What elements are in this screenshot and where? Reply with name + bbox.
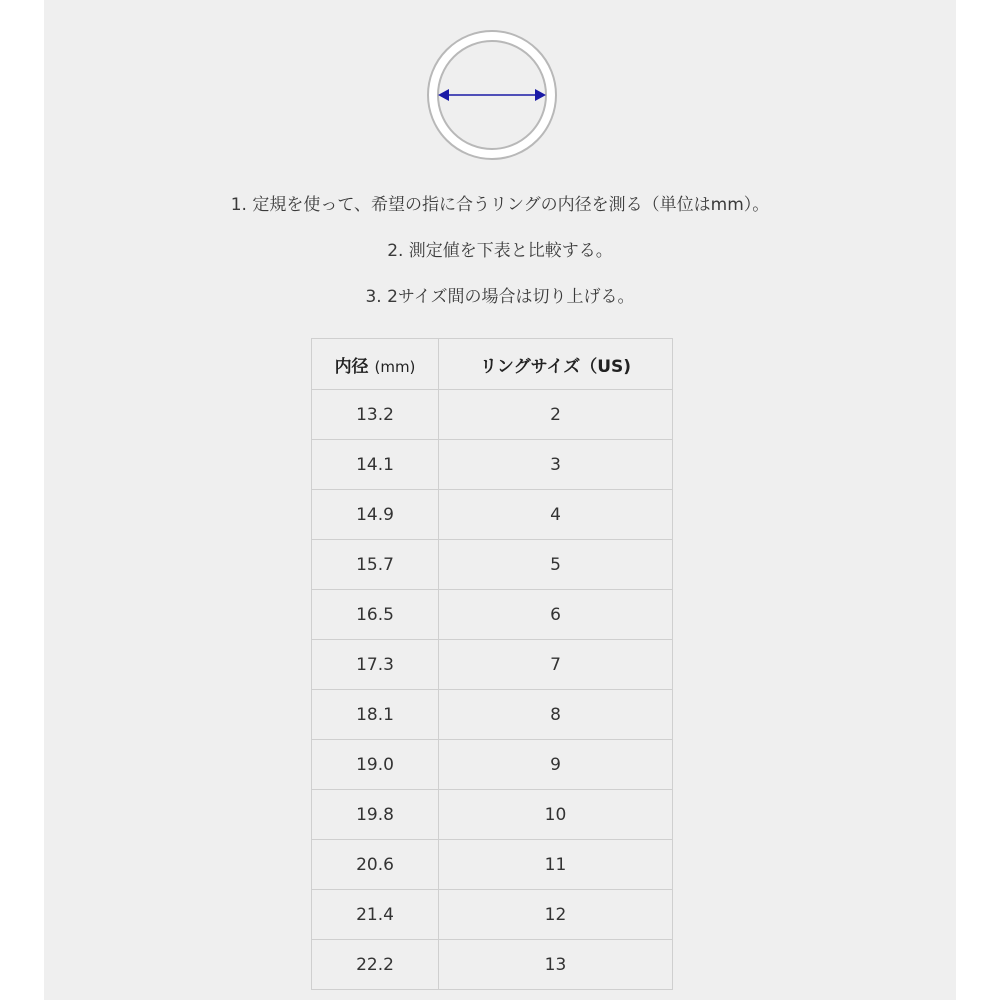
ring-diameter-icon [425, 28, 559, 162]
cell-diameter: 21.4 [312, 890, 439, 940]
table-header-row [312, 339, 673, 390]
table-row [312, 640, 673, 690]
instruction-step-3: 3. 2サイズ間の場合は切り上げる。 [365, 287, 635, 307]
header-diameter-unit: (mm) [374, 357, 416, 376]
instruction-step-2: 2. 測定値を下表と比較する。 [387, 241, 613, 261]
table-row [312, 890, 673, 940]
cell-diameter: 14.1 [312, 440, 439, 490]
cell-diameter: 13.2 [312, 390, 439, 440]
cell-ring-size: 12 [439, 890, 673, 940]
cell-ring-size: 7 [439, 640, 673, 690]
cell-ring-size: 3 [439, 440, 673, 490]
cell-diameter: 14.9 [312, 490, 439, 540]
header-ring-size: リングサイズ（US) [439, 339, 673, 390]
table-row [312, 390, 673, 440]
cell-diameter: 17.3 [312, 640, 439, 690]
table-row [312, 690, 673, 740]
table-row [312, 840, 673, 890]
table-row [312, 940, 673, 990]
cell-diameter: 18.1 [312, 690, 439, 740]
instructions [0, 194, 1000, 309]
cell-ring-size: 2 [439, 390, 673, 440]
cell-diameter: 22.2 [312, 940, 439, 990]
table-row [312, 740, 673, 790]
cell-ring-size: 13 [439, 940, 673, 990]
cell-ring-size: 8 [439, 690, 673, 740]
cell-diameter: 19.8 [312, 790, 439, 840]
table-row [312, 590, 673, 640]
cell-ring-size: 10 [439, 790, 673, 840]
cell-diameter: 15.7 [312, 540, 439, 590]
header-diameter-label: 内径 [334, 356, 369, 377]
cell-diameter: 16.5 [312, 590, 439, 640]
table-row [312, 440, 673, 490]
cell-ring-size: 9 [439, 740, 673, 790]
table-row [312, 540, 673, 590]
table-body [312, 390, 673, 990]
table-row [312, 790, 673, 840]
cell-ring-size: 5 [439, 540, 673, 590]
cell-ring-size: 11 [439, 840, 673, 890]
instruction-step-1: 1. 定規を使って、希望の指に合うリングの内径を測る（単位はmm）。 [230, 195, 770, 215]
cell-ring-size: 4 [439, 490, 673, 540]
header-diameter [312, 339, 439, 390]
cell-diameter: 19.0 [312, 740, 439, 790]
cell-diameter: 20.6 [312, 840, 439, 890]
cell-ring-size: 6 [439, 590, 673, 640]
ring-size-table [311, 338, 673, 990]
table-row [312, 490, 673, 540]
